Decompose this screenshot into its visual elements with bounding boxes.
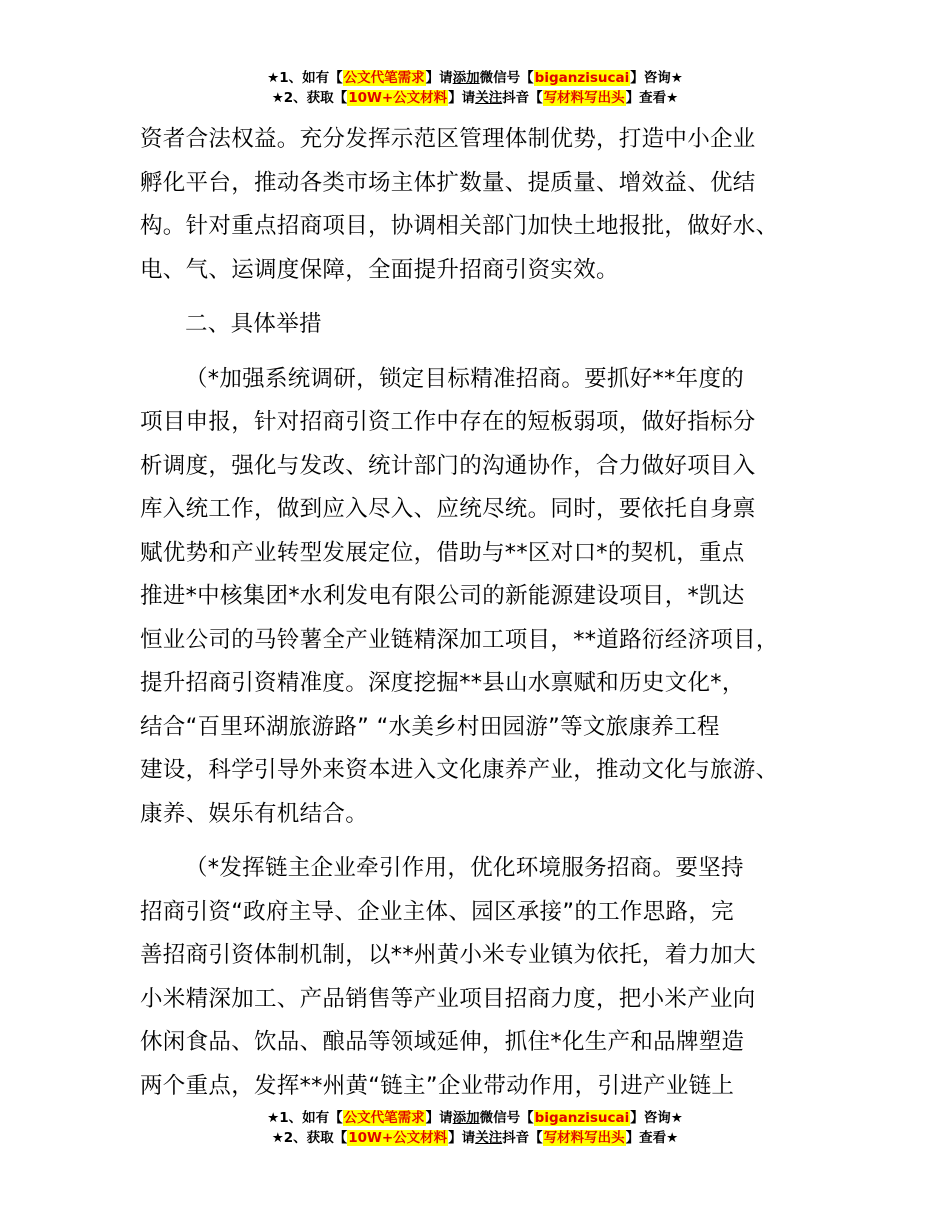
notice-text: 微信号【	[479, 1110, 534, 1126]
notice-highlight: 10W+公文材料	[348, 90, 448, 106]
notice-text: 】查看★	[625, 1130, 679, 1146]
notice-text: 微信号【	[479, 70, 534, 86]
paragraph-line: 休闲食品、饮品、酿品等领域延伸，抓住*化生产和品牌塑造	[140, 1029, 745, 1055]
paragraph-line: 善招商引资体制机制，以**州黄小米专业镇为依托，着力加大	[140, 942, 756, 968]
notice-text: ★2、获取【	[271, 90, 348, 106]
paragraph-line: 库入统工作，做到应入尽入、应统尽统。同时，要依托自身禀	[140, 496, 756, 522]
notice-highlight: biganzisucai	[534, 1110, 630, 1126]
paragraph-line: 资者合法权益。充分发挥示范区管理体制优势，打造中小企业	[140, 126, 756, 152]
notice-text: 】咨询★	[630, 1110, 683, 1126]
notice-text: 】咨询★	[630, 70, 683, 86]
notice-underline: 添加	[452, 70, 480, 86]
paragraph-line: 小米精深加工、产品销售等产业项目招商力度，把小米产业向	[140, 985, 756, 1012]
notice-text: ★2、获取【	[271, 1130, 348, 1146]
notice-text: 】请	[425, 1110, 453, 1126]
paragraph-line: 康养、娱乐有机结合。	[140, 800, 369, 827]
notice-text: 】查看★	[625, 90, 679, 106]
paragraph-line: （*发挥链主企业牵引作用，优化环境服务招商。要坚持	[185, 855, 744, 881]
footer-notice-line-2	[0, 1128, 950, 1148]
paragraph-line: 招商引资“政府主导、企业主体、园区承接”的工作思路，完	[140, 898, 734, 925]
paragraph-gap	[140, 292, 830, 303]
header-notice	[0, 68, 950, 108]
paragraph-line: 提升招商引资精准度。深度挖掘**县山水禀赋和历史文化*，	[140, 670, 745, 696]
notice-text: 抖音【	[502, 90, 543, 106]
notice-highlight: 10W+公文材料	[348, 1130, 448, 1146]
paragraph-line: 电、气、运调度保障，全面提升招商引资实效。	[140, 256, 619, 283]
footer-notice-line-1	[0, 1108, 950, 1128]
paragraph-line: 项目申报，针对招商引资工作中存在的短板弱项，做好指标分	[140, 409, 756, 435]
paragraph-line: 赋优势和产业转型发展定位，借助与**区对口*的契机，重点	[140, 539, 745, 566]
paragraph-line: 两个重点，发挥**州黄“链主”企业带动作用，引进产业链上	[140, 1072, 735, 1099]
paragraph-line: （*加强系统调研，锁定目标精准招商。要抓好**年度的	[185, 365, 745, 392]
section-heading: 二、具体举措	[185, 311, 322, 337]
paragraph-line: 析调度，强化与发改、统计部门的沟通协作，合力做好项目入	[140, 452, 756, 479]
notice-text: 】请	[425, 70, 453, 86]
notice-underline: 添加	[452, 1110, 480, 1126]
header-notice-line-2	[0, 88, 950, 108]
paragraph-line: 孵化平台，推动各类市场主体扩数量、提质量、增效益、优结	[140, 169, 756, 196]
paragraph-line: 建设，科学引导外来资本进入文化康养产业，推动文化与旅游、	[140, 757, 779, 783]
header-notice-line-1	[0, 68, 950, 88]
notice-highlight: biganzisucai	[534, 70, 630, 86]
notice-text: 抖音【	[502, 1130, 543, 1146]
notice-highlight: 公文代笔需求	[343, 1110, 425, 1126]
notice-underline: 关注	[475, 90, 503, 106]
notice-text: ★1、如有【	[267, 1110, 343, 1126]
notice-text: 】请	[448, 90, 476, 106]
notice-highlight: 写材料写出头	[543, 1130, 625, 1146]
notice-underline: 关注	[475, 1130, 503, 1146]
paragraph-gap	[140, 347, 830, 358]
paragraph-line: 推进*中核集团*水利发电有限公司的新能源建设项目，*凯达	[140, 583, 745, 609]
notice-highlight: 写材料写出头	[543, 90, 625, 106]
notice-text: ★1、如有【	[267, 70, 343, 86]
paragraph-line: 构。针对重点招商项目，协调相关部门加快土地报批，做好水、	[140, 213, 779, 239]
paragraph-line: 恒业公司的马铃薯全产业链精深加工项目，**道路衍经济项目，	[140, 626, 779, 653]
document-body	[140, 118, 830, 1108]
footer-notice	[0, 1108, 950, 1148]
paragraph-line: 结合“百里环湖旅游路” “水美乡村田园游”等文旅康养工程	[140, 713, 720, 740]
notice-text: 】请	[448, 1130, 476, 1146]
paragraph-gap	[140, 836, 830, 847]
notice-highlight: 公文代笔需求	[343, 70, 425, 86]
